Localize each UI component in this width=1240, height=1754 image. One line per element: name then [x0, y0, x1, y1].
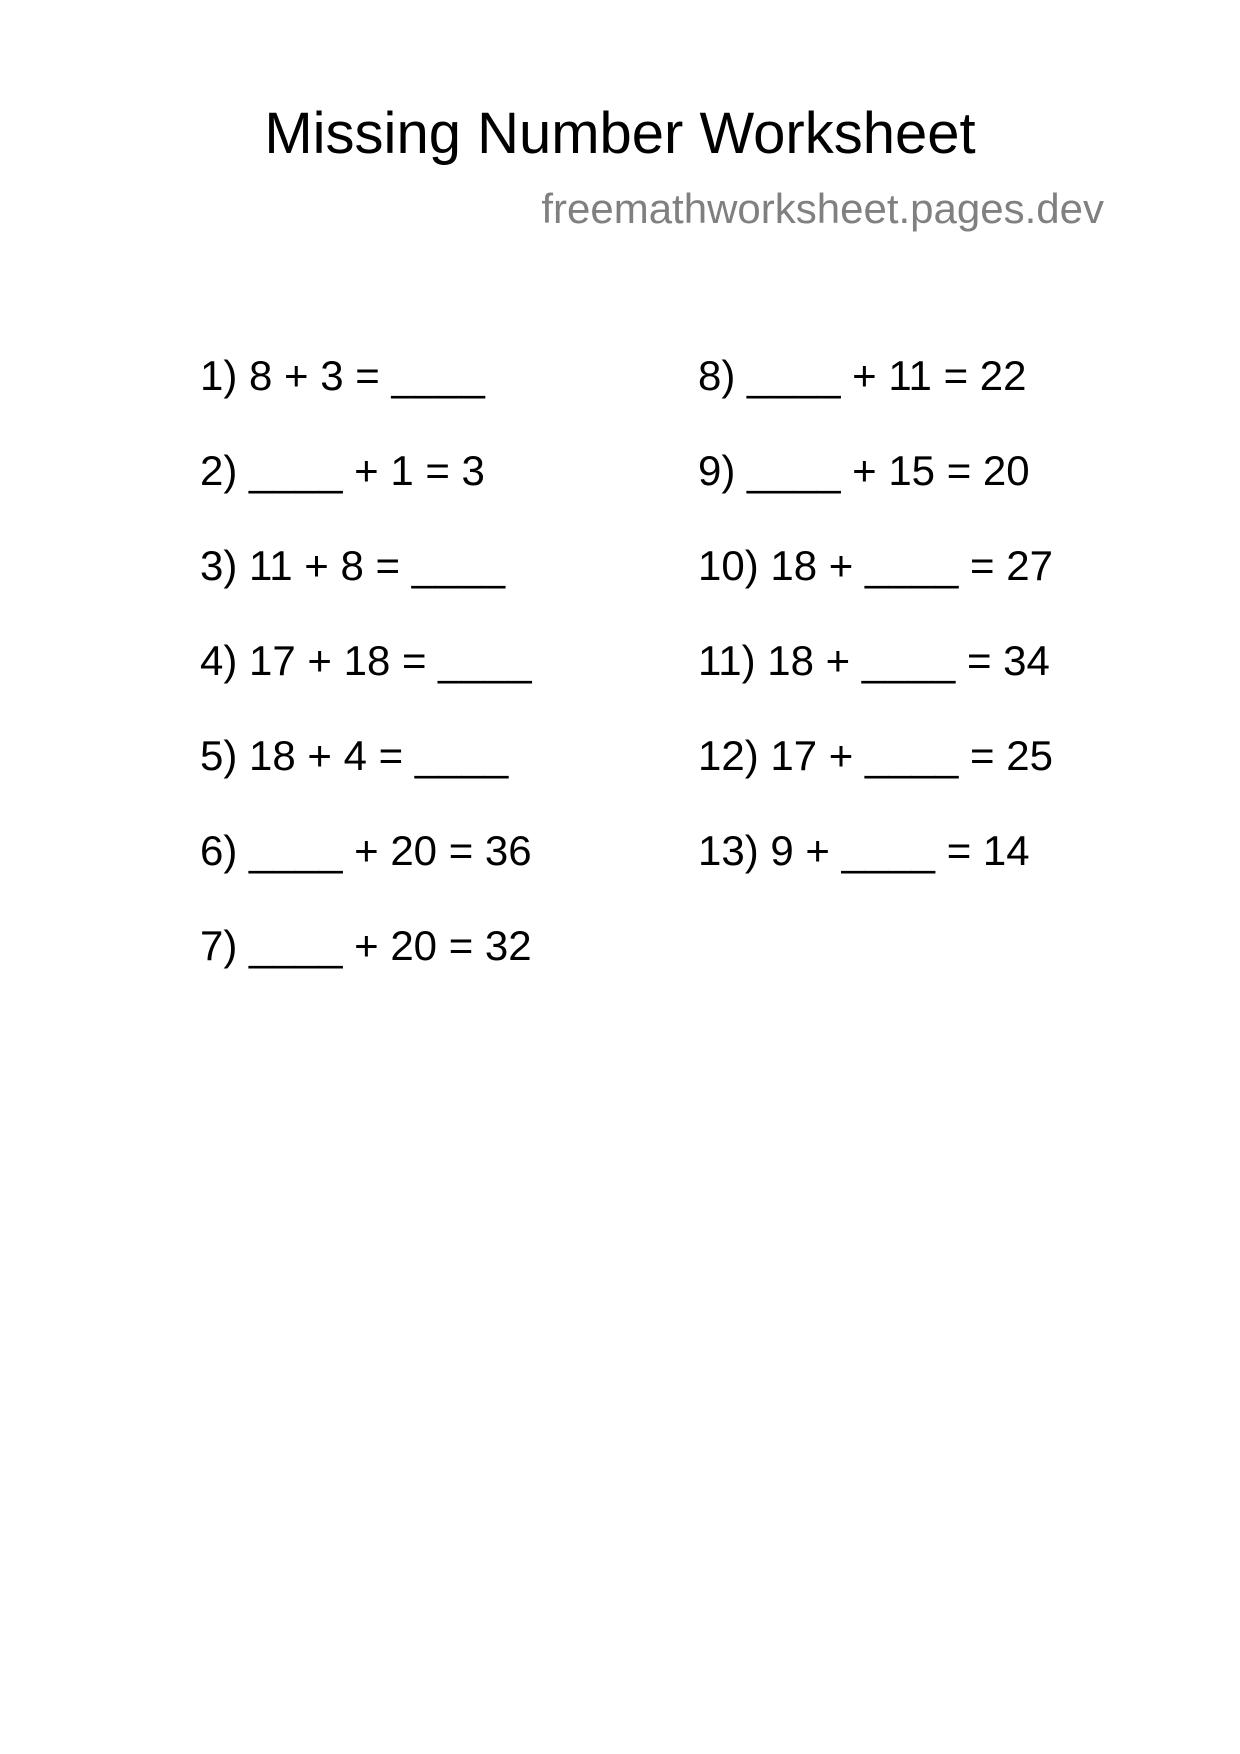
problem-9: 9) ____ + 15 = 20 [698, 447, 1030, 494]
problem-1: 1) 8 + 3 = ____ [200, 352, 485, 399]
problem-5: 5) 18 + 4 = ____ [200, 732, 509, 779]
problem-6: 6) ____ + 20 = 36 [200, 827, 532, 874]
worksheet-title: Missing Number Worksheet [264, 101, 976, 166]
problem-12: 12) 17 + ____ = 25 [698, 732, 1053, 779]
problem-10: 10) 18 + ____ = 27 [698, 542, 1053, 589]
problem-11: 11) 18 + ____ = 34 [698, 637, 1050, 684]
problem-13: 13) 9 + ____ = 14 [698, 827, 1030, 874]
problem-column-left [200, 346, 532, 1011]
problem-7: 7) ____ + 20 = 32 [200, 922, 532, 969]
problem-3: 3) 11 + 8 = ____ [200, 542, 506, 589]
problem-8: 8) ____ + 11 = 22 [698, 352, 1027, 399]
website-url: freemathworksheet.pages.dev [541, 185, 1104, 232]
problem-2: 2) ____ + 1 = 3 [200, 447, 485, 494]
problem-4: 4) 17 + 18 = ____ [200, 637, 532, 684]
problem-column-right [698, 346, 1053, 916]
